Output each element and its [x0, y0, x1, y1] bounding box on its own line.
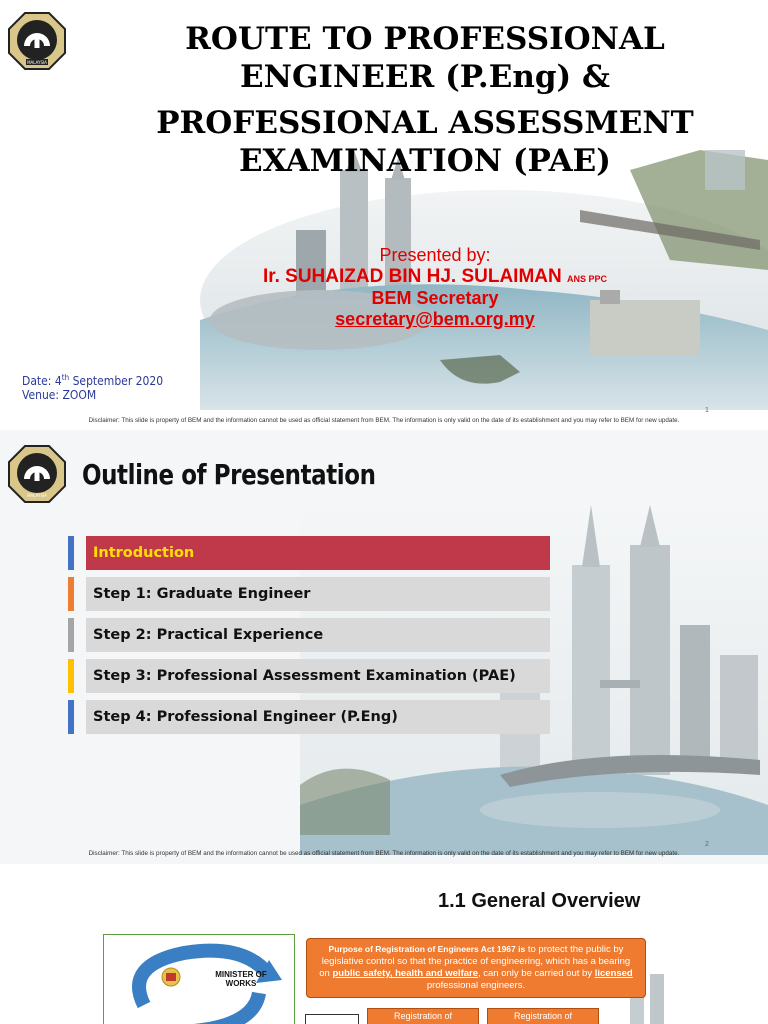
outline-title: Outline of Presentation: [82, 458, 376, 491]
logo-text: MALAYSIA: [27, 60, 47, 65]
item-color-bar: [68, 700, 74, 734]
page-number: 1: [705, 407, 709, 414]
purpose-scroll: [306, 938, 646, 998]
item-color-bar: [68, 618, 74, 652]
general-overview-slide: [0, 864, 768, 1024]
outline-item-step-3[interactable]: [68, 659, 550, 693]
outline-item-label: Step 4: Professional Engineer (P.Eng): [86, 700, 550, 734]
title-line-4: EXAMINATION (PAE): [239, 143, 611, 179]
presented-by-label: Presented by:: [379, 245, 491, 265]
outline-item-step-2[interactable]: [68, 618, 550, 652]
presenter-role: BEM Secretary: [371, 288, 499, 308]
date-line: Date: 4th September 2020: [22, 373, 164, 388]
item-color-bar: [68, 659, 74, 693]
item-color-bar: [68, 536, 74, 570]
presenter-suffix: ANS PPC: [567, 274, 608, 284]
outline-item-label: Step 3: Professional Assessment Examination (PAE): [86, 659, 550, 693]
disclaimer: Disclaimer: This slide is property of BEM and the information cannot be used as official statement from BEM. The information is only valid on the date of its establishment and you may refer to BEM for new update.: [88, 417, 680, 424]
purpose-heading: Purpose of Registration of Engineers Act 1967 is: [328, 944, 526, 954]
presenter-name-line: [240, 266, 630, 288]
outline-item-step-1[interactable]: [68, 577, 550, 611]
diagram-box-blank: [305, 1014, 359, 1024]
purpose-emphasis-1: public safety, health and welfare: [332, 968, 478, 979]
registration-box-2: Registration of: [487, 1008, 599, 1024]
title-line-1: ROUTE TO PROFESSIONAL: [185, 21, 665, 57]
title-line-3: PROFESSIONAL ASSESSMENT: [156, 105, 694, 141]
purpose-text-1: to protect the public by legislative control so that the practice of engineering, which has a bearing on: [319, 944, 631, 979]
presentation-title: [95, 20, 755, 96]
outline-item-label: Step 1: Graduate Engineer: [86, 577, 550, 611]
page-number: 2: [705, 841, 709, 848]
venue-line: Venue: ZOOM: [22, 388, 97, 402]
presenter-name: Ir. SUHAIZAD BIN HJ. SULAIMAN: [262, 266, 562, 287]
presenter-email-link[interactable]: secretary@bem.org.my: [335, 309, 535, 329]
purpose-text-3: professional engineers.: [426, 980, 526, 991]
bem-logo: [8, 12, 66, 70]
minister-label: MINISTER OF WORKS: [215, 970, 267, 988]
presenter-block: [240, 245, 630, 330]
outline-slide: [0, 430, 768, 864]
outline-item-label: Step 2: Practical Experience: [86, 618, 550, 652]
outline-item-label: Introduction: [86, 536, 550, 570]
bem-logo: [8, 445, 66, 503]
presentation-subtitle: [95, 104, 755, 180]
purpose-emphasis-2: licensed: [594, 968, 633, 979]
outline-list: [68, 536, 550, 741]
disclaimer: Disclaimer: This slide is property of BEM and the information cannot be used as official statement from BEM. The information is only valid on the date of its establishment and you may refer to BEM for new update.: [88, 850, 680, 857]
minister-diagram: [103, 934, 295, 1024]
section-title: 1.1 General Overview: [438, 890, 641, 912]
outline-item-step-4[interactable]: [68, 700, 550, 734]
date-venue: [22, 371, 163, 402]
item-color-bar: [68, 577, 74, 611]
title-slide: [0, 0, 768, 430]
logo-text: MALAYSIA: [27, 493, 47, 498]
registration-box-1: Registration of: [367, 1008, 479, 1024]
outline-item-introduction[interactable]: [68, 536, 550, 570]
title-line-2: ENGINEER (P.Eng) &: [239, 59, 611, 95]
purpose-text-2: , can only be carried out by: [478, 968, 595, 979]
